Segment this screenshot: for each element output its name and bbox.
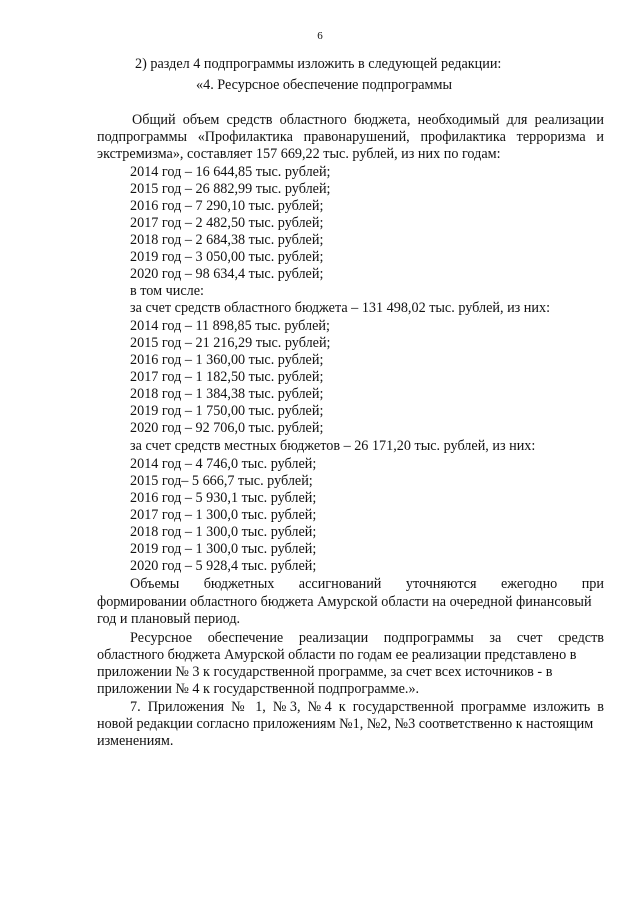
total-year-item: 2018 год – 2 684,38 тыс. рублей;: [130, 232, 324, 248]
intro-line-2: подпрограммы «Профилактика правонарушений, профилактика терроризма и: [97, 129, 604, 145]
regional-budget-list: [130, 318, 331, 437]
total-year-item: 2020 год – 98 634,4 тыс. рублей;: [130, 266, 324, 282]
volumes-line-2: формировании областного бюджета Амурской области на очередной финансовый: [97, 594, 592, 610]
including-label: в том числе:: [130, 283, 204, 299]
item7-line-1: 7. Приложения № 1, №3, №4 к государственной программе изложить в: [130, 699, 604, 715]
resource-line-3: приложении № 3 к государственной программе, за счет всех источников - в: [97, 664, 553, 680]
total-year-item: 2015 год – 26 882,99 тыс. рублей;: [130, 181, 331, 197]
resource-line-4: приложении № 4 к государственной подпрограмме.».: [97, 681, 420, 697]
local-year-item: 2016 год – 5 930,1 тыс. рублей;: [130, 490, 317, 506]
resource-line-1: Ресурсное обеспечение реализации подпрограммы за счет средств: [130, 630, 604, 646]
regional-year-item: 2019 год – 1 750,00 тыс. рублей;: [130, 403, 324, 419]
page-number: 6: [317, 30, 323, 42]
item7-line-2: новой редакции согласно приложениям №1, №2, №3 соответственно к настоящим: [97, 716, 594, 732]
local-year-item: 2020 год – 5 928,4 тыс. рублей;: [130, 558, 317, 574]
item7-line-3: изменениям.: [97, 733, 174, 749]
regional-year-item: 2014 год – 11 898,85 тыс. рублей;: [130, 318, 330, 334]
regional-budget-header: за счет средств областного бюджета – 131 498,02 тыс. рублей, из них:: [130, 300, 551, 316]
regional-year-item: 2015 год – 21 216,29 тыс. рублей;: [130, 335, 331, 351]
regional-year-item: 2016 год – 1 360,00 тыс. рублей;: [130, 352, 324, 368]
total-year-item: 2019 год – 3 050,00 тыс. рублей;: [130, 249, 324, 265]
local-year-item: 2018 год – 1 300,0 тыс. рублей;: [130, 524, 317, 540]
local-year-item: 2014 год – 4 746,0 тыс. рублей;: [130, 456, 317, 472]
heading-line-2: «4. Ресурсное обеспечение подпрограммы: [196, 77, 452, 93]
total-year-item: 2016 год – 7 290,10 тыс. рублей;: [130, 198, 324, 214]
local-year-item: 2019 год – 1 300,0 тыс. рублей;: [130, 541, 317, 557]
regional-year-item: 2020 год – 92 706,0 тыс. рублей;: [130, 420, 324, 436]
intro-line-1: Общий объем средств областного бюджета, необходимый для реализации: [132, 112, 604, 128]
heading-line-1: 2) раздел 4 подпрограммы изложить в следующей редакции:: [135, 56, 502, 72]
regional-year-item: 2017 год – 1 182,50 тыс. рублей;: [130, 369, 324, 385]
intro-line-3: экстремизма», составляет 157 669,22 тыс. рублей, из них по годам:: [97, 146, 501, 162]
volumes-line-3: год и плановый период.: [97, 611, 241, 627]
local-budget-list: [130, 456, 316, 575]
total-by-year-list: [130, 164, 331, 283]
volumes-line-1: Объемы бюджетных ассигнований уточняются ежегодно при: [130, 576, 604, 592]
regional-year-item: 2018 год – 1 384,38 тыс. рублей;: [130, 386, 324, 402]
resource-line-2: областного бюджета Амурской области по годам ее реализации представлено в: [97, 647, 577, 663]
local-budget-header: за счет средств местных бюджетов – 26 171,20 тыс. рублей, из них:: [130, 438, 536, 454]
local-year-item: 2017 год – 1 300,0 тыс. рублей;: [130, 507, 317, 523]
total-year-item: 2017 год – 2 482,50 тыс. рублей;: [130, 215, 324, 231]
local-year-item: 2015 год– 5 666,7 тыс. рублей;: [130, 473, 313, 489]
total-year-item: 2014 год – 16 644,85 тыс. рублей;: [130, 164, 331, 180]
